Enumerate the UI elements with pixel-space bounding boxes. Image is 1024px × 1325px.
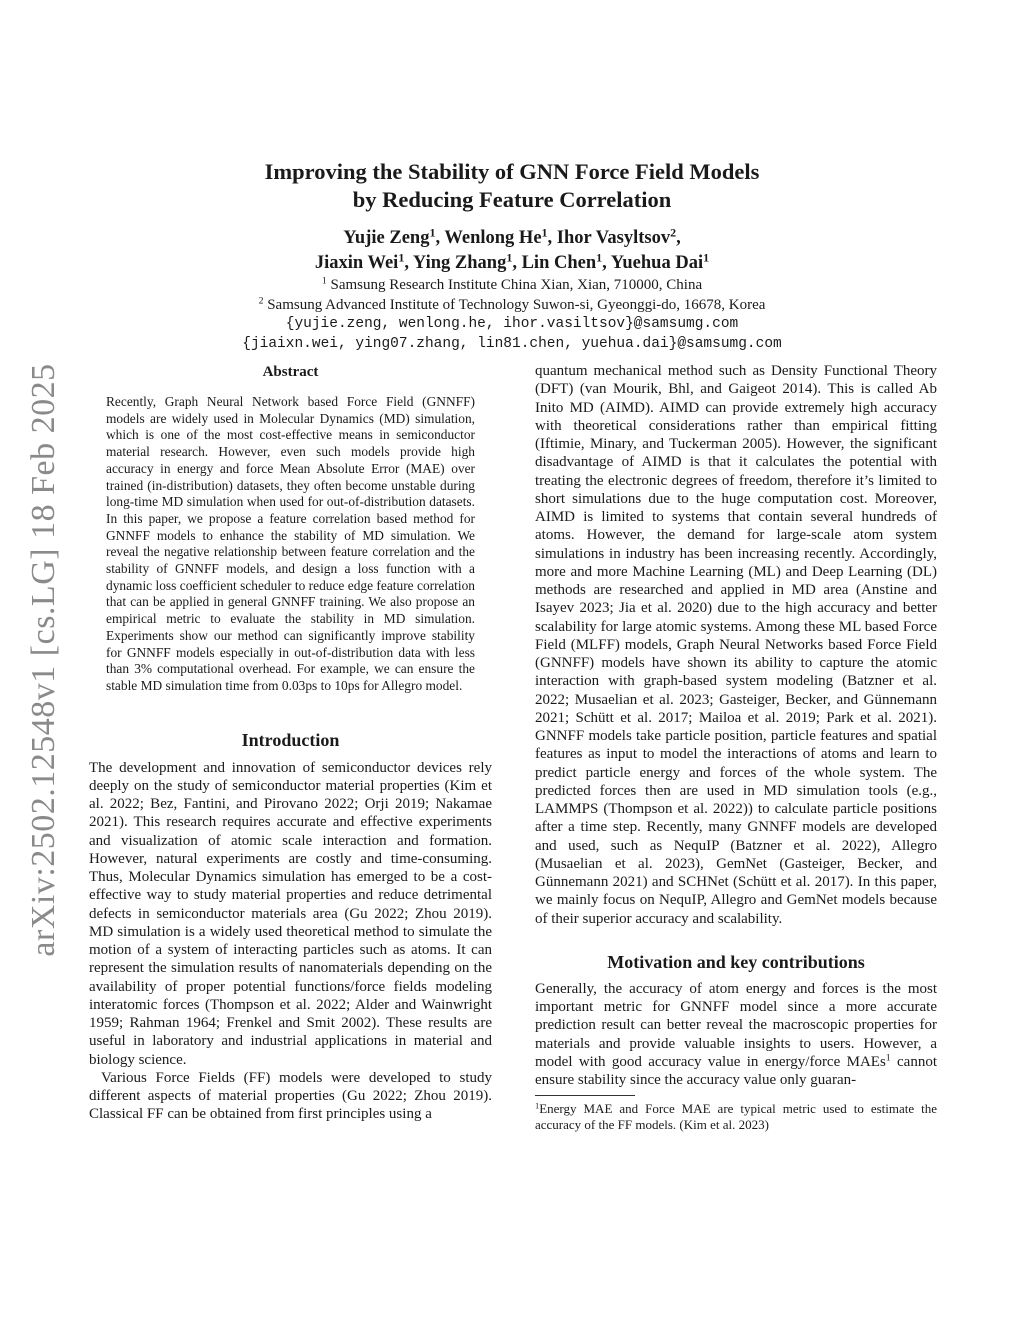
affiliation-line: [0, 296, 1024, 316]
affiliation-number: 2: [258, 295, 264, 307]
title-line-1: Improving the Stability of GNN Force Field Models: [264, 159, 760, 184]
motivation-paragraph: [535, 980, 937, 1090]
right-column: [535, 362, 937, 1133]
introduction-paragraph-1: The development and innovation of semiconductor devices rely deeply on the study of semiconductor material properties (Kim et al. 2022; Bez, Fantini, and Pirovano 2022; Orji 2019; Nakamae 2021). This research requires accurate and effective experiments and visualization of atomic scale interaction and formation. However, natural experiments are costly and time-consuming. Thus, Molecular Dynamics simulation has emerged to be a cost-effective way to study material properties and reduce detrimental defects in semiconductor materials area (Gu 2022; Zhou 2019). MD simulation is a widely used theoretical method to simulate the motion of a system of interacting particles such as atoms. It can represent the simulation results of nanomaterials depending on the availability of proper potential functions/force fields modeling interatomic forces (Thompson et al. 2022; Alder and Wainwright 1959; Rahman 1964; Frenkel and Smit 2002). These results are useful in laboratory and industrial applications in material and biology science.: [89, 759, 492, 1068]
footnote: [535, 1101, 937, 1133]
footnote-text: Energy MAE and Force MAE are typical metric used to estimate the accuracy of the FF models. (Kim et al. 2023): [535, 1101, 937, 1133]
author-list: Yujie Zeng$^1$, Wenlong He$^1$, Ihor Vasyltsov$^2$, Jiaxin Wei$^1$, Ying Zhang$^1$, Lin Chen$^1$, Yuehua Dai$^1$: [314, 225, 710, 273]
paper-title: [0, 158, 1024, 214]
abstract-text: Recently, Graph Neural Network based Force Field (GNNFF) models are widely used in Molecular Dynamics (MD) simulation, which is one of the most cost-effective means in semiconductor material research. However, even such models provide high accuracy in energy and force Mean Absolute Error (MAE) over trained (in-distribution) datasets, they often become unstable during long-time MD simulation when used for out-of-distribution datasets. In this paper, we propose a feature correlation based method for GNNFF models to enhance the stability of MD simulation. We reveal the negative relationship between feature correlation and the stability of GNNFF models, and design a loss function with a dynamic loss coefficient scheduler to reduce edge feature correlation that can be applied in general GNNFF training. We also propose an empirical metric to evaluate the stability in MD simulation. Experiments show our method can significantly improve stability for GNNFF models especially in out-of-distribution data with less than 3% computational overhead. For example, we can ensure the stable MD simulation time from 0.03ps to 10ps for Allegro model.: [106, 394, 475, 693]
motivation-text-continued: cannot ensure stability since the accuracy value only guaran-: [535, 1053, 937, 1088]
author-affiliation-mark: 2: [670, 225, 677, 240]
affiliations-block: [0, 276, 1024, 354]
introduction-paragraph-3: quantum mechanical method such as Density Functional Theory (DFT) (van Mourik, Bhl, and Gaigeot 2014). This is called Ab Inito MD (AIMD). AIMD can provide extremely high accuracy with theoretical considerations rather than empirical fitting (Iftimie, Minary, and Tuckerman 2005). However, the significant disadvantage of AIMD is that it calculates the potential with treating the electronic degrees of freedom, therefore it’s limited to short simulations due to the huge computation cost. Moreover, AIMD is limited to systems that contain several hundreds of atoms. However, the demand for large-scale atom system simulations in industry has been increasing recently. Accordingly, more and more Machine Learning (ML) and Deep Learning (DL) methods are researched and applied in MD area (Anstine and Isayev 2023; Jia et al. 2020) due to the high accuracy and better scalability for large atomic systems. Among these ML based Force Field (MLFF) models, Graph Neural Networks based Force Field (GNNFF) models have shown its ability to capture the atomic interaction with graph-based system modeling (Batzner et al. 2022; Musaelian et al. 2023; Gasteiger, Becker, and Günnemann 2021; Schütt et al. 2017; Mailoa et al. 2019; Park et al. 2021). GNNFF models take particle position, particle features and spatial features as input to model the interactions of atoms and learn to predict particle energy and forces of the whole system. The predicted forces then are used in MD simulation tools (e.g., LAMMPS (Thompson et al. 2022)) to calculate particle positions after a time step. Recently, many GNNFF models are developed and used, such as NequIP (Batzner et al. 2022), Allegro (Musaelian et al. 2023), GemNet (Gasteiger, Becker, and Günnemann 2021) and SCHNet (Schütt et al. 2017). In this paper, we mainly focus on NequIP, Allegro and GemNet models because of their superior accuracy and scalability.: [535, 363, 937, 927]
introduction-heading: Introduction: [241, 729, 340, 750]
author-affiliation-mark: 1: [596, 250, 603, 265]
affiliation-number: 1: [321, 275, 327, 287]
motivation-heading: Motivation and key contributions: [607, 951, 865, 972]
left-column: [89, 362, 492, 1124]
abstract-heading: Abstract: [262, 364, 319, 380]
affiliation-text: Samsung Advanced Institute of Technology Suwon-si, Gyeonggi-do, 16678, Korea: [267, 296, 766, 313]
author-affiliation-mark: 1: [703, 250, 710, 265]
email-line: {jiaixn.wei, ying07.zhang, lin81.chen, yuehua.dai}@samsumg.com: [242, 335, 782, 352]
motivation-text: Generally, the accuracy of atom energy and forces is the most important metric for GNNFF model since a more accurate prediction result can better reveal the macroscopic properties for materials and provide valuable insights to users. However, a model with good accuracy value in energy/force MAEs: [535, 980, 937, 1070]
author-affiliation-mark: 1: [429, 225, 436, 240]
author-name: Yuehua Dai: [610, 253, 704, 273]
author-name: Jiaxin Wei: [314, 253, 399, 273]
author-name: Ihor Vasyltsov: [556, 228, 671, 248]
author-name: Lin Chen: [521, 253, 597, 273]
author-name: Wenlong He: [444, 228, 542, 248]
footnote-marker: 1: [885, 1052, 891, 1064]
author-affiliation-mark: 1: [541, 225, 548, 240]
author-name: Yujie Zeng: [343, 228, 430, 248]
author-affiliation-mark: 1: [506, 250, 513, 265]
footnote-number: 1: [535, 1100, 540, 1111]
introduction-paragraph-2: Various Force Fields (FF) models were developed to study different aspects of material properties (Gu 2022; Zhou 2019). Classical FF can be obtained from first principles using a: [89, 1069, 492, 1123]
affiliation-text: Samsung Research Institute China Xian, Xian, 710000, China: [330, 277, 703, 293]
author-name: Ying Zhang: [412, 253, 507, 273]
footnote-divider: [535, 1095, 635, 1096]
affiliation-line: [0, 276, 1024, 296]
author-affiliation-mark: 1: [398, 250, 405, 265]
arxiv-id-text: arXiv:2502.12548v1 [cs.LG] 18 Feb 2025: [25, 363, 62, 957]
email-line: {yujie.zeng, wenlong.he, ihor.vasiltsov}@samsumg.com: [285, 316, 739, 332]
title-line-2: by Reducing Feature Correlation: [352, 187, 672, 212]
arxiv-identifier-sidebar: [22, 340, 66, 980]
